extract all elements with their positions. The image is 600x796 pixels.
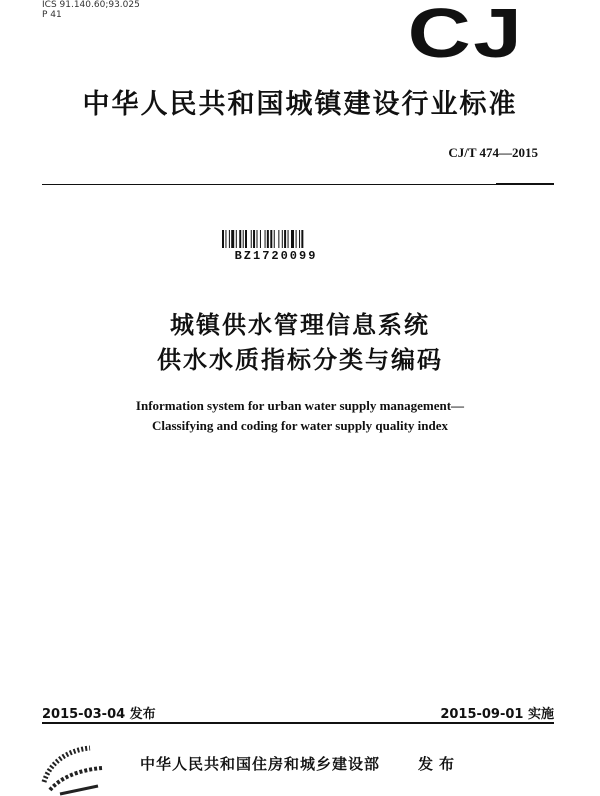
ics-code: ICS 91.140.60;93.025 (42, 0, 140, 10)
ccs-code: P 41 (42, 10, 62, 20)
title-en-line2: Classifying and coding for water supply quality index (151, 418, 449, 433)
issue-date: 2015-03-04 发布 (42, 707, 156, 722)
issuer-action: 发布 (418, 755, 461, 773)
seal-icon (40, 738, 108, 796)
header-divider-accent (496, 183, 554, 185)
barcode-icon (222, 230, 330, 248)
title-zh-line1: 城镇供水管理信息系统 (170, 311, 430, 339)
title-en-line1: Information system for urban water supply management— (135, 398, 465, 413)
header-divider (42, 184, 554, 185)
cj-logo: CJ (407, 0, 525, 72)
standard-number: CJ/T 474—2015 (448, 145, 538, 160)
implementation-date: 2015-09-01 实施 (440, 707, 554, 722)
issuing-authority: 中华人民共和国住房和城乡建设部 (140, 755, 381, 773)
standard-class-title: 中华人民共和国城镇建设行业标准 (82, 89, 518, 120)
footer-divider (42, 722, 554, 724)
barcode-number: BZ1720099 (234, 249, 318, 263)
title-zh-line2: 供水水质指标分类与编码 (157, 346, 443, 374)
